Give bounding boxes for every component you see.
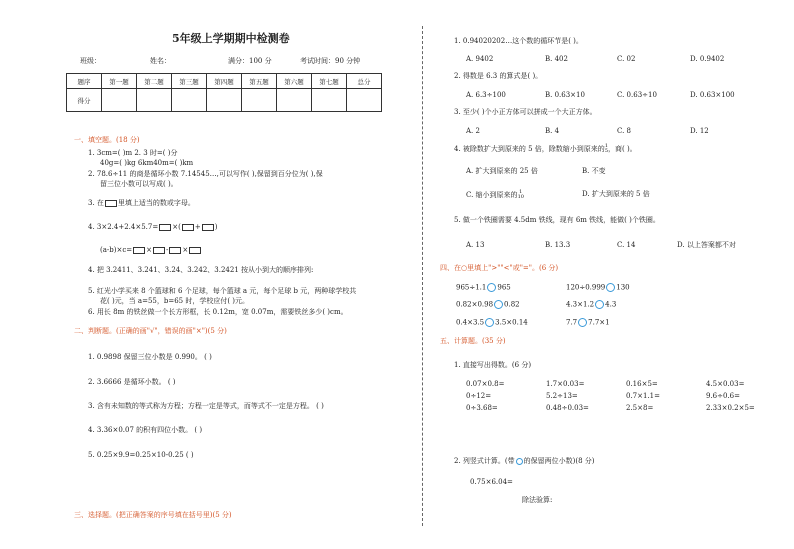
- exam-time-label: 考试时间：90 分钟: [300, 57, 361, 65]
- compare-item: [456, 283, 511, 293]
- option-d[interactable]: D. 0.9402: [690, 55, 725, 63]
- table-cell: 题序: [67, 74, 102, 89]
- score-table-header-row: [67, 74, 382, 89]
- compare-left: 0.82×0.98: [456, 300, 494, 309]
- question-text: 2. 得数是 6.3 的算式是( )。: [454, 72, 543, 80]
- option-c[interactable]: C. 0.63÷10: [617, 91, 657, 99]
- calc-item: 0÷3.68=: [466, 404, 498, 412]
- table-cell: 第三题: [172, 74, 207, 89]
- score-input-cell[interactable]: [172, 89, 207, 112]
- answer-box[interactable]: [169, 247, 181, 254]
- question-text: 6. 用长 8m 的铁丝做一个长方形框，长 0.12m，宽 0.07m，需要铁丝多少( )cm。: [88, 308, 348, 316]
- answer-box[interactable]: [189, 247, 201, 254]
- compare-circle[interactable]: [494, 300, 503, 309]
- option-d[interactable]: D. 0.63×100: [690, 91, 735, 99]
- option-b[interactable]: B. 0.63×10: [545, 91, 585, 99]
- compare-left: 4.3×1.2: [566, 300, 595, 309]
- question-text: 4. 3×2.4+2.4×5.7= ×( + ): [88, 223, 218, 231]
- section-compare-heading: 四、在○里填上">""<"或"="。(6 分): [440, 264, 559, 272]
- fraction-denominator: 5: [604, 148, 608, 154]
- question-text-part: 2. 列竖式计算。(带: [454, 457, 515, 465]
- answer-box[interactable]: [105, 200, 117, 207]
- question-text: [454, 457, 595, 466]
- question-text: 花( )元，当 a=55，b=65 时，学校应付( )元。: [100, 297, 250, 305]
- table-cell: 第四题: [207, 74, 242, 89]
- calc-item: 0.48÷0.03=: [546, 404, 589, 412]
- score-input-cell[interactable]: [102, 89, 137, 112]
- table-cell: 得分: [67, 89, 102, 112]
- calc-item: 0÷12=: [466, 392, 492, 400]
- question-text-part: 4. 3×2.4+2.4×5.7=: [88, 223, 159, 231]
- fraction-denominator: 10: [517, 194, 524, 200]
- option-d[interactable]: D. 12: [690, 127, 709, 135]
- score-input-cell[interactable]: [137, 89, 172, 112]
- option-a[interactable]: A. 6.3÷100: [466, 91, 506, 99]
- question-text-part: 3. 在: [88, 199, 104, 207]
- compare-item: [566, 283, 630, 293]
- question-text-part: 4. 被除数扩大到原来的 5 倍，除数缩小到原来的: [454, 145, 605, 153]
- name-label: 姓名：: [150, 57, 171, 65]
- question-text-part: 的保留两位小数)(8 分): [523, 457, 595, 465]
- compare-left: 7.7: [566, 318, 578, 327]
- compare-right: 0.82: [504, 300, 520, 309]
- score-input-cell[interactable]: [277, 89, 312, 112]
- option-c[interactable]: C. 02: [617, 55, 636, 63]
- option-a[interactable]: A. 9402: [466, 55, 494, 63]
- compare-left: 965÷1.1: [456, 283, 487, 292]
- section-judgement-heading: 二、判断题。(正确的画"√"，错误的画"×")(5 分): [74, 327, 227, 335]
- option-b[interactable]: B. 4: [545, 127, 560, 135]
- option-a[interactable]: A. 13: [466, 241, 485, 249]
- answer-box[interactable]: [159, 224, 171, 231]
- question-text: [454, 144, 637, 154]
- fraction: [518, 190, 524, 200]
- option-c[interactable]: C. 14: [617, 241, 636, 249]
- option-a[interactable]: A. 2: [466, 127, 480, 135]
- compare-right: 130: [616, 283, 630, 292]
- option-text: C. 缩小到原来的: [466, 191, 518, 199]
- question-text: 1. 3cm=( )m 2. 3 时=( )分: [88, 149, 178, 157]
- compare-right: 4.3: [605, 300, 617, 309]
- question-text: 40g=( )kg 6km40m=( )km: [100, 159, 194, 167]
- compare-item: [456, 300, 520, 310]
- compare-circle[interactable]: [485, 318, 494, 327]
- page-title: 5年级上学期期中检测卷: [172, 32, 290, 45]
- score-input-cell[interactable]: [207, 89, 242, 112]
- question-text: 留三位小数可以写成( )。: [100, 180, 178, 188]
- option-c[interactable]: C. 8: [617, 127, 632, 135]
- calc-item: 9.6÷0.6=: [706, 392, 740, 400]
- question-text-part: 里填上适当的数或字母。: [117, 199, 195, 207]
- question-text: 1. 直接写出得数。(6 分): [454, 361, 532, 369]
- compare-right: 965: [497, 283, 511, 292]
- question-text: [88, 199, 195, 208]
- compare-item: [456, 318, 528, 328]
- compare-left: 120÷0.999: [566, 283, 606, 292]
- option-b[interactable]: B. 不变: [582, 167, 606, 175]
- question-text: 0.75×6.04=: [470, 478, 513, 486]
- question-text-part: ，商( )。: [608, 145, 637, 153]
- compare-item: [566, 318, 610, 328]
- table-cell: 第七题: [312, 74, 347, 89]
- answer-box[interactable]: [133, 247, 145, 254]
- question-text: 4. 把 3.2411、3.241、3.24、3.242、3.2421 按从小到大的顺序排列:: [88, 266, 314, 274]
- question-text: 1. 0.94020202…这个数的循环节是( )。: [454, 37, 583, 45]
- calc-item: 1.7×0.03=: [546, 380, 585, 388]
- table-cell: 第五题: [242, 74, 277, 89]
- question-text: 3. 至少( )个小正方体可以拼成一个大正方体。: [454, 108, 597, 116]
- option-d[interactable]: D. 扩大到原来的 5 倍: [582, 190, 650, 198]
- option-d[interactable]: D. 以上答案都不对: [677, 241, 736, 249]
- calc-item: 2.5×8=: [626, 404, 654, 412]
- option-b[interactable]: B. 402: [545, 55, 568, 63]
- calc-item: 4.5×0.03=: [706, 380, 745, 388]
- calc-item: 5.2÷13=: [546, 392, 578, 400]
- section-choice-heading: 三、选择题。(把正确答案的序号填在括号里)(5 分): [74, 511, 232, 519]
- question-text: 5. 做一个铁圈需要 4.5dm 铁线，现有 6m 铁线，能做( )个铁圈。: [454, 216, 660, 224]
- table-cell: 总分: [347, 74, 382, 89]
- score-table-score-row: [67, 89, 382, 112]
- question-text: (a-b)×c= × - ×: [100, 246, 202, 255]
- column-divider: [422, 26, 423, 526]
- section-calculation-heading: 五、计算题。(35 分): [440, 337, 506, 345]
- question-text: 5. 红光小学买来 8 个篮球和 6 个足球，每个篮球 a 元，每个足球 b 元，两种球学校共: [88, 287, 357, 295]
- section-fill-in-heading: 一、填空题。(18 分): [74, 136, 140, 144]
- question-text: 2. 3.6666 是循环小数。 ( ): [88, 378, 176, 386]
- calc-item: 0.7×1.1=: [626, 392, 660, 400]
- question-text: 3. 含有未知数的等式称为方程；方程一定是等式，而等式不一定是方程。 ( ): [88, 402, 324, 410]
- question-text: 5. 0.25×9.9=0.25×10-0.25 ( ): [88, 451, 194, 459]
- compare-right: 3.5×0.14: [495, 318, 528, 327]
- calc-item: 0.07×0.8=: [466, 380, 505, 388]
- question-text-part: (a-b)×c=: [100, 246, 133, 254]
- answer-box[interactable]: [153, 247, 165, 254]
- class-label: 班级：: [80, 57, 101, 65]
- question-text: 1. 0.9898 保留三位小数是 0.990。 ( ): [88, 353, 212, 361]
- compare-circle[interactable]: [487, 283, 496, 292]
- compare-circle[interactable]: [578, 318, 587, 327]
- question-text: 2. 78.6÷11 的商是循环小数 7.14545…,可以写作( ),保留到百分位为( ),保: [88, 170, 323, 178]
- table-cell: 第六题: [277, 74, 312, 89]
- calc-item: 0.16×5=: [626, 380, 658, 388]
- compare-right: 7.7×1: [588, 318, 610, 327]
- calc-item: 2.33×0.2×5=: [706, 404, 755, 412]
- full-score-label: 满分：100 分: [228, 57, 272, 65]
- option-b[interactable]: B. 13.3: [545, 241, 571, 249]
- question-text: 除法验算:: [522, 496, 553, 504]
- marker-circle: [516, 458, 523, 465]
- question-text: 4. 3.36×0.07 的积有四位小数。 ( ): [88, 426, 203, 434]
- fraction-numerator: 1: [604, 143, 608, 149]
- score-input-cell[interactable]: [347, 89, 382, 112]
- compare-left: 0.4×3.5: [456, 318, 485, 327]
- compare-circle[interactable]: [595, 300, 604, 309]
- compare-item: [566, 300, 616, 310]
- answer-box[interactable]: [182, 224, 194, 231]
- table-cell: 第二题: [137, 74, 172, 89]
- table-cell: 第一题: [102, 74, 137, 89]
- option-a[interactable]: A. 扩大到原来的 25 倍: [466, 167, 538, 175]
- score-input-cell[interactable]: [242, 89, 277, 112]
- score-table: [66, 73, 382, 112]
- fraction-numerator: 1: [519, 189, 523, 195]
- compare-circle[interactable]: [606, 283, 615, 292]
- score-input-cell[interactable]: [312, 89, 347, 112]
- option-c[interactable]: [466, 190, 524, 200]
- answer-box[interactable]: [202, 224, 214, 231]
